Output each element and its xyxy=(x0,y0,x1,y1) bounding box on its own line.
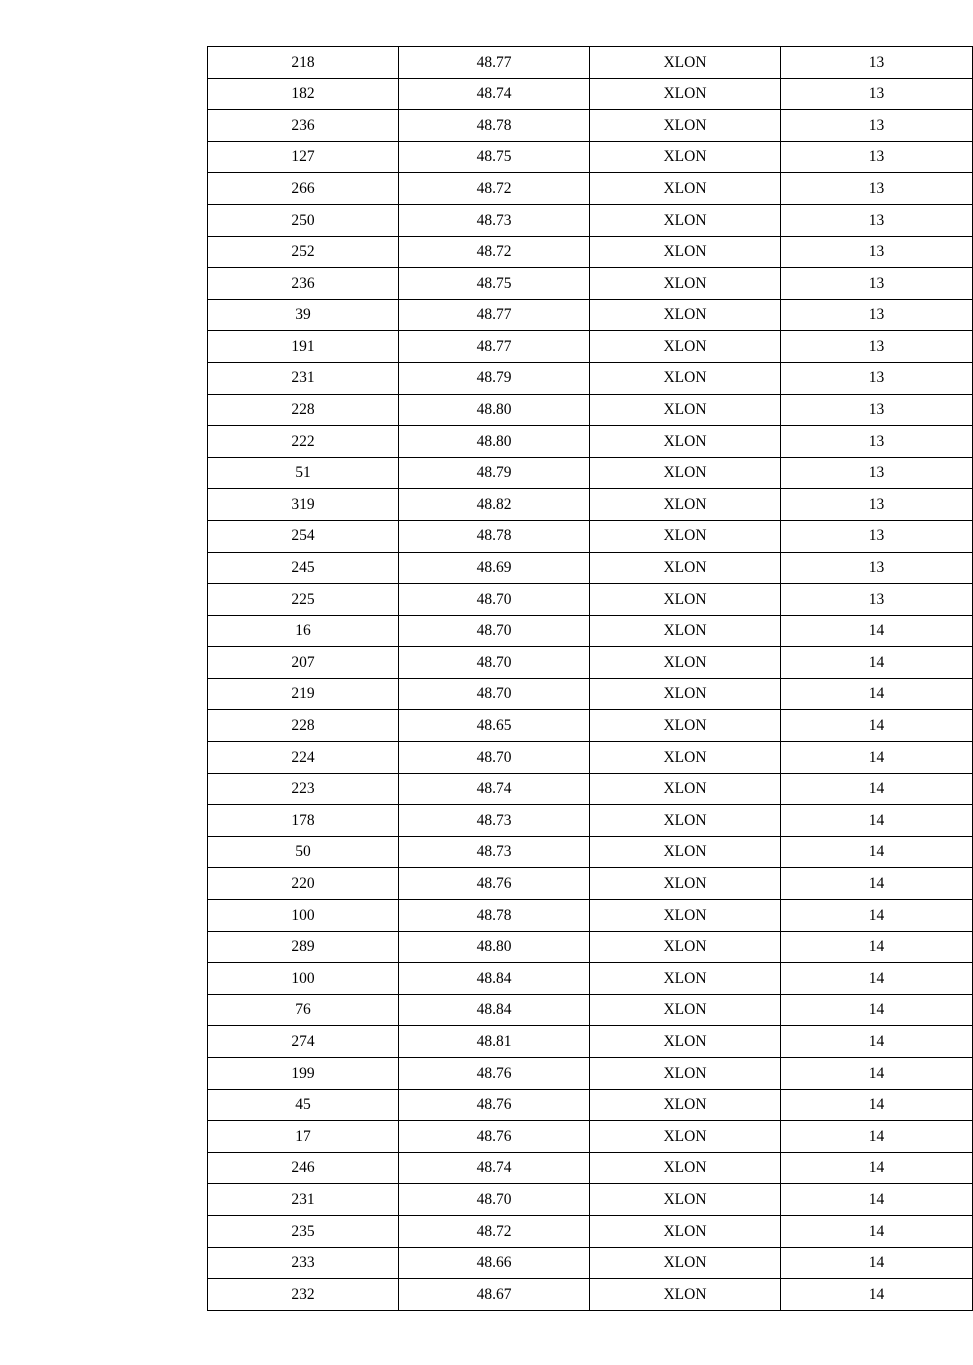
time-cell: 14 xyxy=(781,805,973,837)
price-cell: 48.76 xyxy=(399,1121,590,1153)
venue-cell: XLON xyxy=(590,1279,781,1311)
price-cell: 48.73 xyxy=(399,805,590,837)
venue-cell: XLON xyxy=(590,678,781,710)
table-row xyxy=(208,1247,973,1279)
quantity-cell: 199 xyxy=(208,1058,399,1090)
venue-cell: XLON xyxy=(590,236,781,268)
time-cell: 14 xyxy=(781,678,973,710)
venue-cell: XLON xyxy=(590,773,781,805)
table-row xyxy=(208,362,973,394)
venue-cell: XLON xyxy=(590,647,781,679)
quantity-cell: 178 xyxy=(208,805,399,837)
quantity-cell: 182 xyxy=(208,78,399,110)
table-row xyxy=(208,141,973,173)
time-cell: 14 xyxy=(781,994,973,1026)
time-cell: 14 xyxy=(781,742,973,774)
venue-cell: XLON xyxy=(590,1026,781,1058)
table-row xyxy=(208,994,973,1026)
time-cell: 13 xyxy=(781,489,973,521)
quantity-cell: 245 xyxy=(208,552,399,584)
price-cell: 48.76 xyxy=(399,1089,590,1121)
quantity-cell: 100 xyxy=(208,963,399,995)
venue-cell: XLON xyxy=(590,615,781,647)
table-row xyxy=(208,900,973,932)
price-cell: 48.67 xyxy=(399,1279,590,1311)
quantity-cell: 266 xyxy=(208,173,399,205)
quantity-cell: 289 xyxy=(208,931,399,963)
price-cell: 48.77 xyxy=(399,47,590,79)
time-cell: 13 xyxy=(781,552,973,584)
quantity-cell: 220 xyxy=(208,868,399,900)
venue-cell: XLON xyxy=(590,47,781,79)
time-cell: 14 xyxy=(781,836,973,868)
price-cell: 48.80 xyxy=(399,394,590,426)
quantity-cell: 231 xyxy=(208,1184,399,1216)
price-cell: 48.70 xyxy=(399,678,590,710)
table-row xyxy=(208,489,973,521)
venue-cell: XLON xyxy=(590,362,781,394)
venue-cell: XLON xyxy=(590,584,781,616)
price-cell: 48.76 xyxy=(399,1058,590,1090)
quantity-cell: 50 xyxy=(208,836,399,868)
quantity-cell: 235 xyxy=(208,1215,399,1247)
time-cell: 13 xyxy=(781,268,973,300)
table-row xyxy=(208,963,973,995)
venue-cell: XLON xyxy=(590,931,781,963)
time-cell: 14 xyxy=(781,868,973,900)
price-cell: 48.69 xyxy=(399,552,590,584)
table-row xyxy=(208,678,973,710)
quantity-cell: 228 xyxy=(208,710,399,742)
time-cell: 14 xyxy=(781,1026,973,1058)
time-cell: 13 xyxy=(781,110,973,142)
table-row xyxy=(208,615,973,647)
price-cell: 48.81 xyxy=(399,1026,590,1058)
price-cell: 48.65 xyxy=(399,710,590,742)
time-cell: 13 xyxy=(781,331,973,363)
table-row xyxy=(208,173,973,205)
quantity-cell: 252 xyxy=(208,236,399,268)
table-row xyxy=(208,710,973,742)
table-row xyxy=(208,1089,973,1121)
table-row xyxy=(208,773,973,805)
table-row xyxy=(208,836,973,868)
time-cell: 13 xyxy=(781,584,973,616)
price-cell: 48.70 xyxy=(399,1184,590,1216)
price-cell: 48.74 xyxy=(399,1152,590,1184)
transaction-table-viewport xyxy=(207,46,885,1316)
table-row xyxy=(208,426,973,458)
transaction-table-body xyxy=(208,47,973,1311)
quantity-cell: 236 xyxy=(208,110,399,142)
time-cell: 13 xyxy=(781,78,973,110)
time-cell: 13 xyxy=(781,520,973,552)
quantity-cell: 218 xyxy=(208,47,399,79)
venue-cell: XLON xyxy=(590,1121,781,1153)
table-row xyxy=(208,1279,973,1311)
time-cell: 14 xyxy=(781,773,973,805)
table-row xyxy=(208,647,973,679)
venue-cell: XLON xyxy=(590,552,781,584)
table-row xyxy=(208,110,973,142)
price-cell: 48.75 xyxy=(399,268,590,300)
venue-cell: XLON xyxy=(590,994,781,1026)
quantity-cell: 236 xyxy=(208,268,399,300)
price-cell: 48.84 xyxy=(399,963,590,995)
venue-cell: XLON xyxy=(590,1215,781,1247)
table-row xyxy=(208,805,973,837)
quantity-cell: 231 xyxy=(208,362,399,394)
price-cell: 48.77 xyxy=(399,331,590,363)
time-cell: 14 xyxy=(781,1152,973,1184)
venue-cell: XLON xyxy=(590,268,781,300)
quantity-cell: 39 xyxy=(208,299,399,331)
venue-cell: XLON xyxy=(590,520,781,552)
table-row xyxy=(208,47,973,79)
venue-cell: XLON xyxy=(590,1247,781,1279)
quantity-cell: 246 xyxy=(208,1152,399,1184)
quantity-cell: 233 xyxy=(208,1247,399,1279)
price-cell: 48.70 xyxy=(399,742,590,774)
table-row xyxy=(208,331,973,363)
quantity-cell: 224 xyxy=(208,742,399,774)
venue-cell: XLON xyxy=(590,426,781,458)
price-cell: 48.82 xyxy=(399,489,590,521)
quantity-cell: 191 xyxy=(208,331,399,363)
quantity-cell: 232 xyxy=(208,1279,399,1311)
price-cell: 48.76 xyxy=(399,868,590,900)
table-row xyxy=(208,394,973,426)
price-cell: 48.80 xyxy=(399,426,590,458)
venue-cell: XLON xyxy=(590,457,781,489)
table-row xyxy=(208,868,973,900)
time-cell: 14 xyxy=(781,931,973,963)
price-cell: 48.74 xyxy=(399,773,590,805)
venue-cell: XLON xyxy=(590,204,781,236)
venue-cell: XLON xyxy=(590,173,781,205)
price-cell: 48.72 xyxy=(399,1215,590,1247)
venue-cell: XLON xyxy=(590,742,781,774)
time-cell: 14 xyxy=(781,1184,973,1216)
quantity-cell: 274 xyxy=(208,1026,399,1058)
venue-cell: XLON xyxy=(590,805,781,837)
quantity-cell: 16 xyxy=(208,615,399,647)
time-cell: 13 xyxy=(781,47,973,79)
venue-cell: XLON xyxy=(590,868,781,900)
time-cell: 14 xyxy=(781,1247,973,1279)
venue-cell: XLON xyxy=(590,110,781,142)
table-row xyxy=(208,1184,973,1216)
time-cell: 13 xyxy=(781,362,973,394)
quantity-cell: 250 xyxy=(208,204,399,236)
price-cell: 48.78 xyxy=(399,110,590,142)
price-cell: 48.78 xyxy=(399,900,590,932)
price-cell: 48.79 xyxy=(399,362,590,394)
time-cell: 13 xyxy=(781,299,973,331)
time-cell: 14 xyxy=(781,900,973,932)
table-row xyxy=(208,584,973,616)
venue-cell: XLON xyxy=(590,1184,781,1216)
price-cell: 48.84 xyxy=(399,994,590,1026)
table-row xyxy=(208,236,973,268)
quantity-cell: 223 xyxy=(208,773,399,805)
table-row xyxy=(208,1215,973,1247)
price-cell: 48.72 xyxy=(399,236,590,268)
quantity-cell: 219 xyxy=(208,678,399,710)
time-cell: 14 xyxy=(781,963,973,995)
quantity-cell: 76 xyxy=(208,994,399,1026)
time-cell: 14 xyxy=(781,1215,973,1247)
table-row xyxy=(208,1058,973,1090)
price-cell: 48.79 xyxy=(399,457,590,489)
table-row xyxy=(208,1121,973,1153)
table-row xyxy=(208,1152,973,1184)
quantity-cell: 207 xyxy=(208,647,399,679)
price-cell: 48.80 xyxy=(399,931,590,963)
venue-cell: XLON xyxy=(590,710,781,742)
venue-cell: XLON xyxy=(590,963,781,995)
quantity-cell: 45 xyxy=(208,1089,399,1121)
time-cell: 13 xyxy=(781,426,973,458)
venue-cell: XLON xyxy=(590,1089,781,1121)
time-cell: 14 xyxy=(781,1058,973,1090)
time-cell: 13 xyxy=(781,173,973,205)
price-cell: 48.78 xyxy=(399,520,590,552)
venue-cell: XLON xyxy=(590,394,781,426)
venue-cell: XLON xyxy=(590,1152,781,1184)
time-cell: 13 xyxy=(781,141,973,173)
transaction-table xyxy=(207,46,973,1311)
time-cell: 13 xyxy=(781,394,973,426)
venue-cell: XLON xyxy=(590,299,781,331)
venue-cell: XLON xyxy=(590,78,781,110)
time-cell: 14 xyxy=(781,710,973,742)
quantity-cell: 225 xyxy=(208,584,399,616)
price-cell: 48.72 xyxy=(399,173,590,205)
price-cell: 48.70 xyxy=(399,615,590,647)
quantity-cell: 17 xyxy=(208,1121,399,1153)
quantity-cell: 100 xyxy=(208,900,399,932)
table-row xyxy=(208,1026,973,1058)
price-cell: 48.77 xyxy=(399,299,590,331)
venue-cell: XLON xyxy=(590,141,781,173)
time-cell: 14 xyxy=(781,615,973,647)
venue-cell: XLON xyxy=(590,836,781,868)
quantity-cell: 254 xyxy=(208,520,399,552)
venue-cell: XLON xyxy=(590,900,781,932)
time-cell: 13 xyxy=(781,236,973,268)
time-cell: 13 xyxy=(781,457,973,489)
table-row xyxy=(208,552,973,584)
time-cell: 14 xyxy=(781,1089,973,1121)
quantity-cell: 319 xyxy=(208,489,399,521)
table-row xyxy=(208,520,973,552)
table-row xyxy=(208,457,973,489)
table-row xyxy=(208,78,973,110)
price-cell: 48.70 xyxy=(399,647,590,679)
price-cell: 48.74 xyxy=(399,78,590,110)
price-cell: 48.75 xyxy=(399,141,590,173)
time-cell: 14 xyxy=(781,1121,973,1153)
venue-cell: XLON xyxy=(590,331,781,363)
time-cell: 13 xyxy=(781,204,973,236)
quantity-cell: 228 xyxy=(208,394,399,426)
quantity-cell: 127 xyxy=(208,141,399,173)
time-cell: 14 xyxy=(781,647,973,679)
time-cell: 14 xyxy=(781,1279,973,1311)
venue-cell: XLON xyxy=(590,1058,781,1090)
table-row xyxy=(208,299,973,331)
table-row xyxy=(208,204,973,236)
table-row xyxy=(208,742,973,774)
venue-cell: XLON xyxy=(590,489,781,521)
quantity-cell: 51 xyxy=(208,457,399,489)
price-cell: 48.66 xyxy=(399,1247,590,1279)
table-row xyxy=(208,931,973,963)
table-row xyxy=(208,268,973,300)
price-cell: 48.70 xyxy=(399,584,590,616)
quantity-cell: 222 xyxy=(208,426,399,458)
price-cell: 48.73 xyxy=(399,204,590,236)
price-cell: 48.73 xyxy=(399,836,590,868)
